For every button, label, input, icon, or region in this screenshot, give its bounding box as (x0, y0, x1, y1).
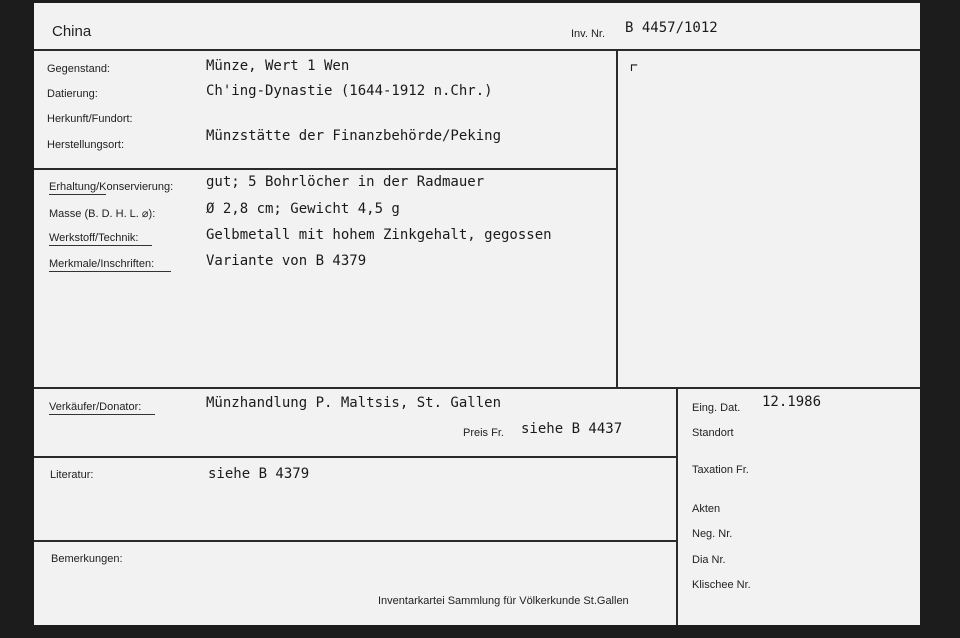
herstellungsort-value: Münzstätte der Finanzbehörde/Peking (206, 128, 502, 144)
divider-section-1 (34, 168, 616, 170)
country-label: China (52, 23, 92, 40)
werkstoff-value: Gelbmetall mit hohem Zinkgehalt, gegossen (206, 227, 552, 243)
preis-label: Preis Fr. (463, 427, 504, 439)
merkmale-underline (49, 271, 171, 272)
datierung-label: Datierung: (47, 88, 98, 100)
taxation-label: Taxation Fr. (692, 464, 749, 476)
merkmale-value: Variante von B 4379 (206, 253, 367, 269)
divider-section-2 (34, 456, 676, 458)
werkstoff-underline (49, 245, 152, 246)
footer-text: Inventarkartei Sammlung für Völkerkunde St.Gallen (378, 595, 629, 607)
akten-label: Akten (692, 503, 721, 515)
divider-vertical-right-box (616, 49, 618, 389)
erhaltung-underline (49, 194, 106, 195)
neg-nr-label: Neg. Nr. (692, 528, 733, 540)
inventory-card (34, 3, 920, 625)
preis-value: siehe B 4437 (521, 421, 623, 437)
erhaltung-label: Erhaltung/Konservierung: (49, 181, 174, 193)
literatur-label: Literatur: (50, 469, 94, 481)
erhaltung-value: gut; 5 Bohrlöcher in der Radmauer (206, 174, 485, 190)
inv-nr-value: B 4457/1012 (625, 20, 718, 36)
datierung-value: Ch'ing-Dynastie (1644-1912 n.Chr.) (206, 83, 493, 99)
verkaeufer-label: Verkäufer/Donator: (49, 401, 142, 413)
dia-nr-label: Dia Nr. (692, 554, 726, 566)
herstellungsort-label: Herstellungsort: (47, 139, 125, 151)
literatur-value: siehe B 4379 (208, 466, 310, 482)
divider-middle (34, 387, 920, 389)
divider-section-3 (34, 540, 676, 542)
merkmale-label: Merkmale/Inschriften: (49, 258, 155, 270)
herkunft-label: Herkunft/Fundort: (47, 113, 133, 125)
gegenstand-value: Münze, Wert 1 Wen (206, 58, 350, 74)
standort-label: Standort (692, 427, 734, 439)
klischee-nr-label: Klischee Nr. (692, 579, 751, 591)
inv-nr-label: Inv. Nr. (571, 28, 606, 40)
werkstoff-label: Werkstoff/Technik: (49, 232, 139, 244)
verkaeufer-underline (49, 414, 155, 415)
verkaeufer-value: Münzhandlung P. Maltsis, St. Gallen (206, 395, 502, 411)
eing-dat-label: Eing. Dat. (692, 402, 741, 414)
corner-mark: ⌜ (628, 59, 641, 83)
bemerkungen-label: Bemerkungen: (51, 553, 123, 565)
divider-top (34, 49, 920, 51)
divider-vertical-side (676, 387, 678, 625)
gegenstand-label: Gegenstand: (47, 63, 110, 75)
masse-value: Ø 2,8 cm; Gewicht 4,5 g (206, 201, 400, 217)
masse-label: Masse (B. D. H. L. ⌀): (49, 208, 156, 220)
eing-dat-value: 12.1986 (762, 394, 822, 410)
